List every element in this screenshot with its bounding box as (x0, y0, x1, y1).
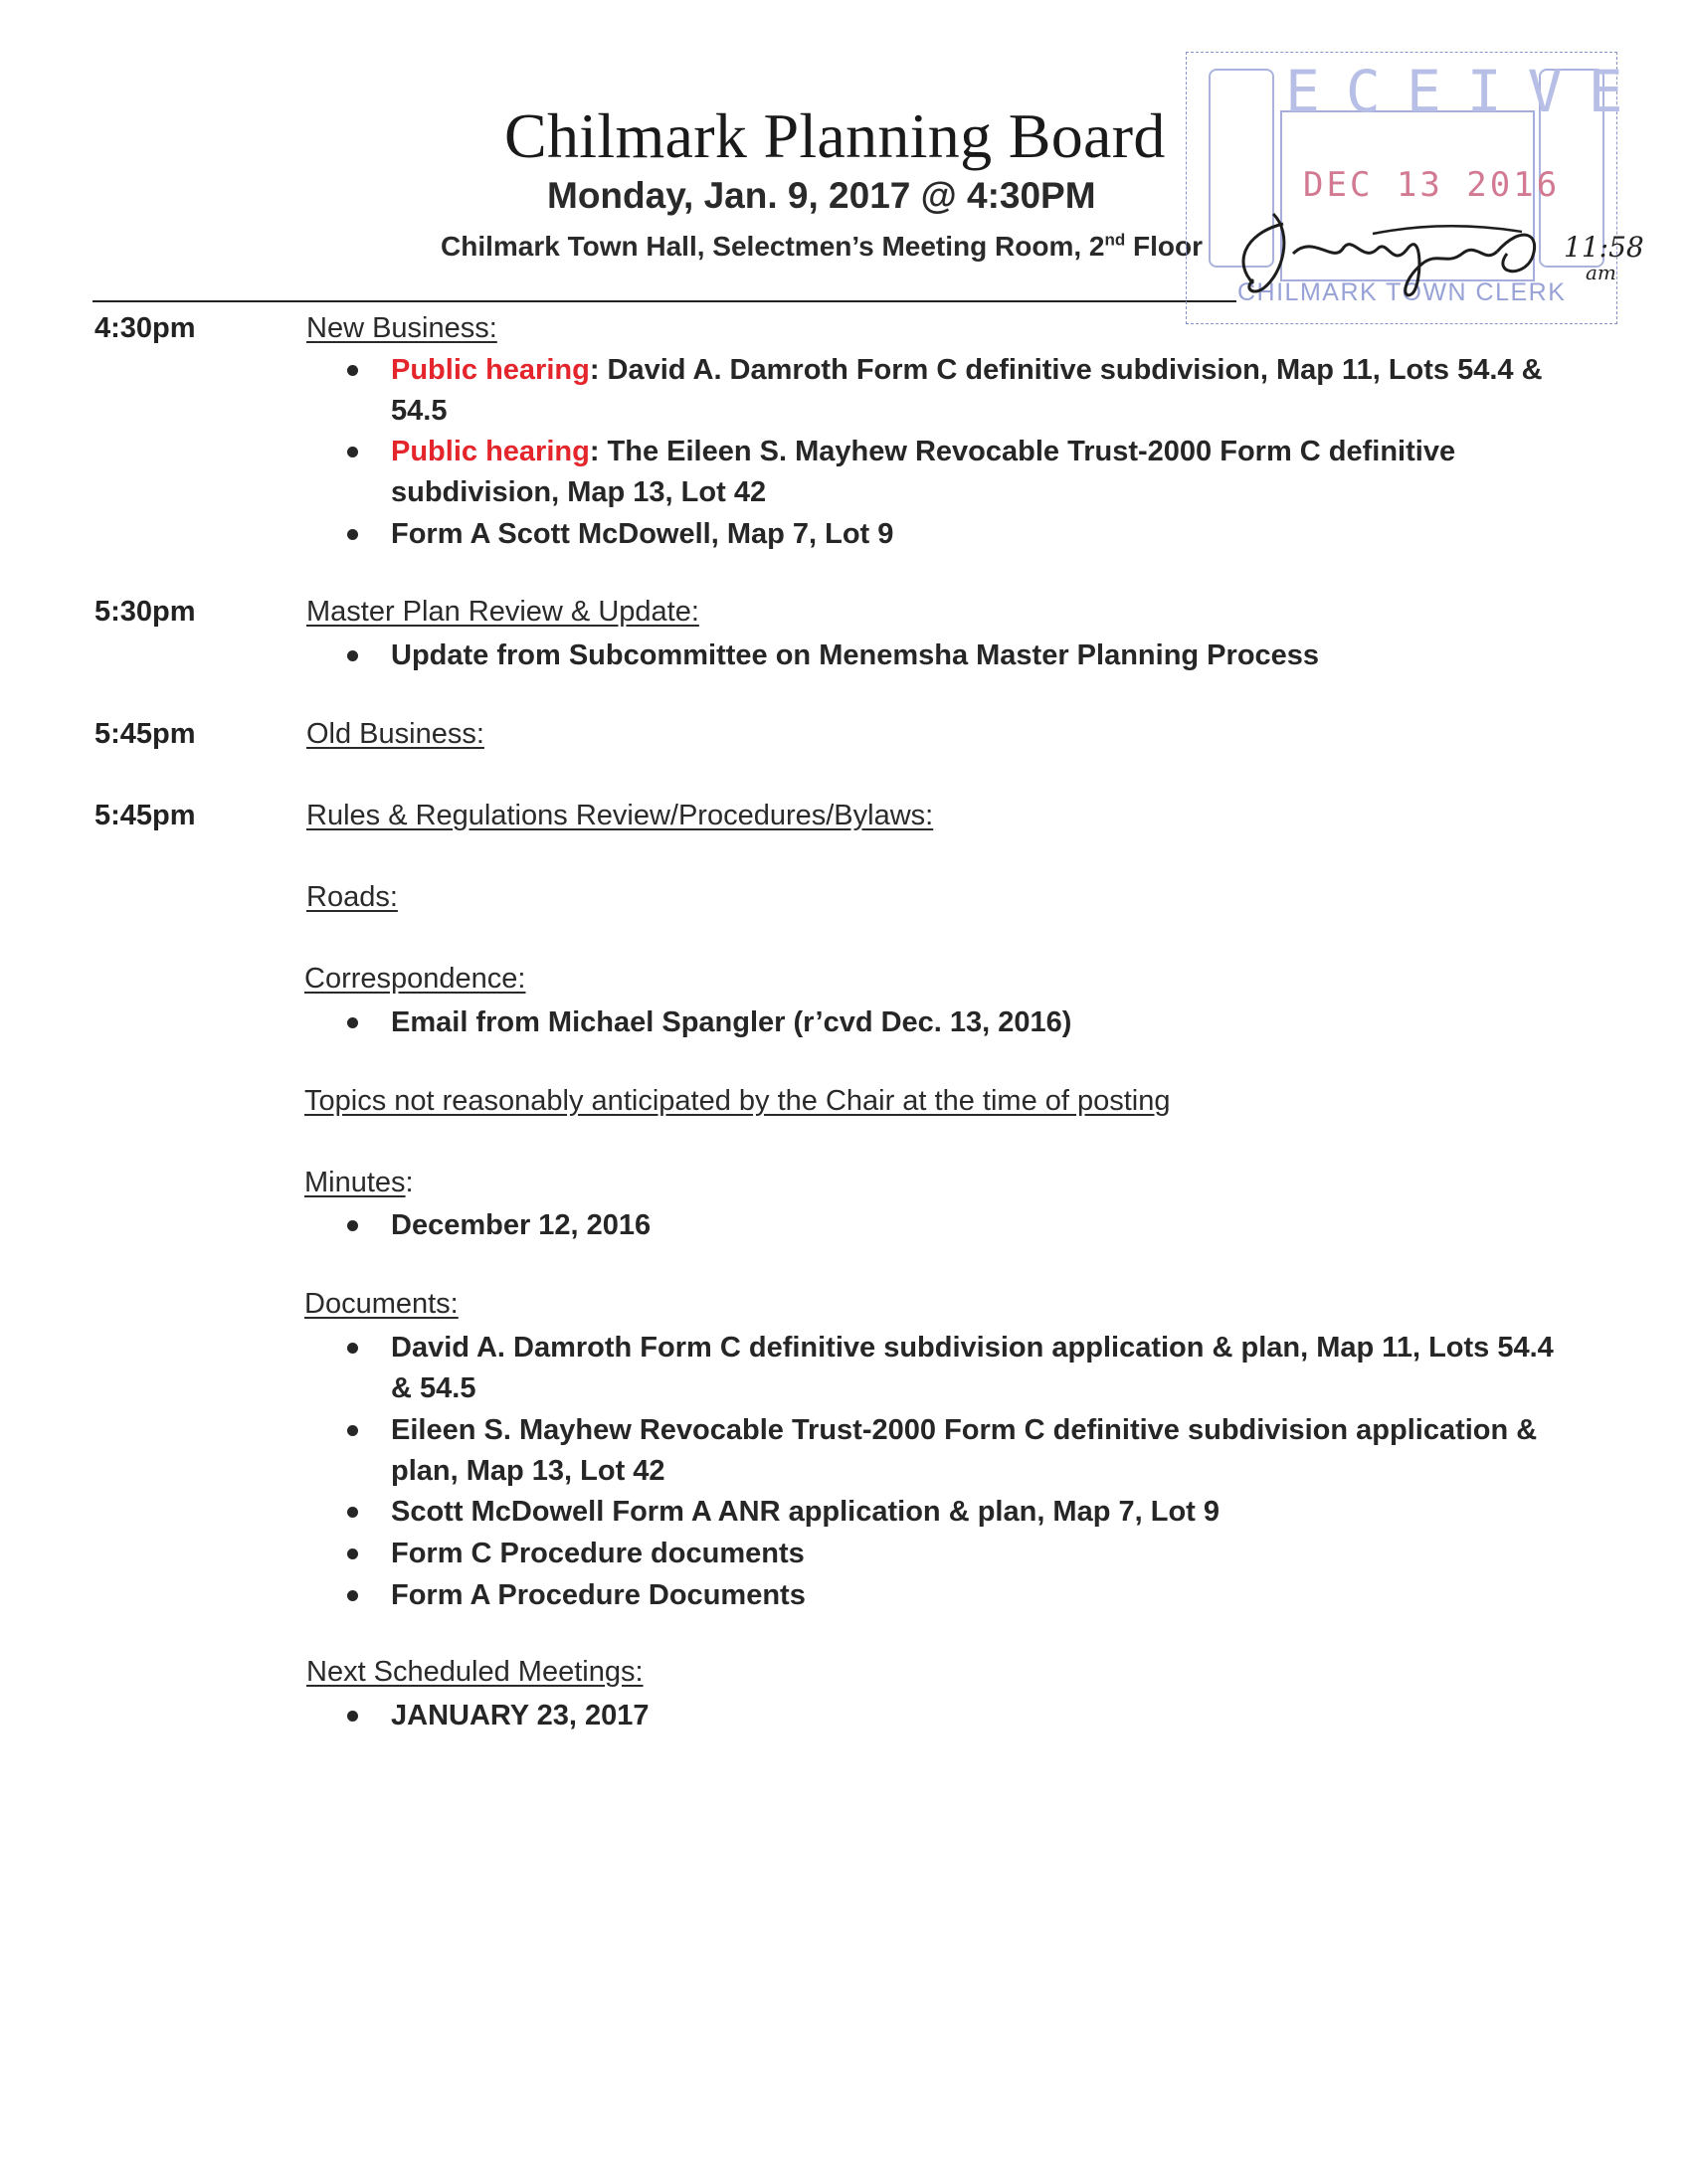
stamp-date: DEC 13 2016 (1303, 165, 1561, 205)
stamp-received-word: ECEIVE (1285, 58, 1649, 125)
correspondence-item: Email from Michael Spangler (r’cvd Dec. 13, 2016) (391, 1002, 1575, 1043)
clerk-signature (1223, 194, 1582, 303)
meeting-date-time: Monday, Jan. 9, 2017 @ 4:30PM (547, 175, 1096, 216)
signature-time: 11:58 (1564, 231, 1644, 264)
heading-correspondence: Correspondence: (304, 963, 526, 995)
master-plan-item: Update from Subcommittee on Menemsha Master Planning Process (391, 636, 1575, 676)
location-prefix: Chilmark Town Hall, Selectmen’s Meeting Room, 2 (441, 231, 1105, 262)
time-rules: 5:45pm (94, 800, 196, 831)
document-item: David A. Damroth Form C definitive subdivision application & plan, Map 11, Lots 54.4 & 54.5 (391, 1328, 1575, 1409)
location-ordinal: nd (1104, 230, 1126, 250)
page-title: Chilmark Planning Board (504, 100, 1166, 171)
new-business-item: Public hearing: The Eileen S. Mayhew Revocable Trust-2000 Form C definitive subdivision, Map 13, Lot 42 (391, 432, 1575, 513)
public-hearing-label: Public hearing (391, 436, 590, 467)
header-divider (93, 300, 1236, 302)
new-business-item: Public hearing: David A. Damroth Form C definitive subdivision, Map 11, Lots 54.4 & 54.5 (391, 350, 1575, 432)
heading-documents: Documents: (304, 1288, 459, 1320)
time-old-business: 5:45pm (94, 718, 196, 750)
signature-ampm: am (1586, 261, 1616, 284)
document-item: Form A Procedure Documents (391, 1575, 1575, 1616)
document-item: Form C Procedure documents (391, 1534, 1575, 1574)
heading-minutes: Minutes (304, 1167, 406, 1198)
minutes-colon: : (405, 1167, 414, 1198)
heading-master-plan: Master Plan Review & Update: (306, 596, 699, 628)
heading-rules: Rules & Regulations Review/Procedures/Bylaws: (306, 800, 934, 831)
time-new-business: 4:30pm (94, 312, 196, 344)
heading-topics: Topics not reasonably anticipated by the Chair at the time of posting (304, 1085, 1171, 1117)
meeting-location (441, 231, 1203, 263)
stamp-clerk: CHILMARK TOWN CLERK (1237, 278, 1567, 306)
new-business-item: Form A Scott McDowell, Map 7, Lot 9 (391, 514, 1575, 555)
minutes-heading-wrap (304, 1167, 414, 1199)
time-master-plan: 5:30pm (94, 596, 196, 628)
location-suffix: Floor (1125, 231, 1204, 262)
heading-old-business: Old Business: (306, 718, 484, 750)
document-item: Scott McDowell Form A ANR application & plan, Map 7, Lot 9 (391, 1492, 1575, 1533)
next-meeting-item: JANUARY 23, 2017 (391, 1696, 1575, 1736)
minutes-item: December 12, 2016 (391, 1205, 1575, 1246)
heading-next-meetings: Next Scheduled Meetings: (306, 1656, 644, 1688)
document-item: Eileen S. Mayhew Revocable Trust-2000 Form C definitive subdivision application & plan, Map 13, Lot 42 (391, 1410, 1575, 1492)
heading-roads: Roads: (306, 881, 398, 913)
heading-new-business: New Business: (306, 312, 497, 344)
public-hearing-label: Public hearing (391, 354, 590, 386)
